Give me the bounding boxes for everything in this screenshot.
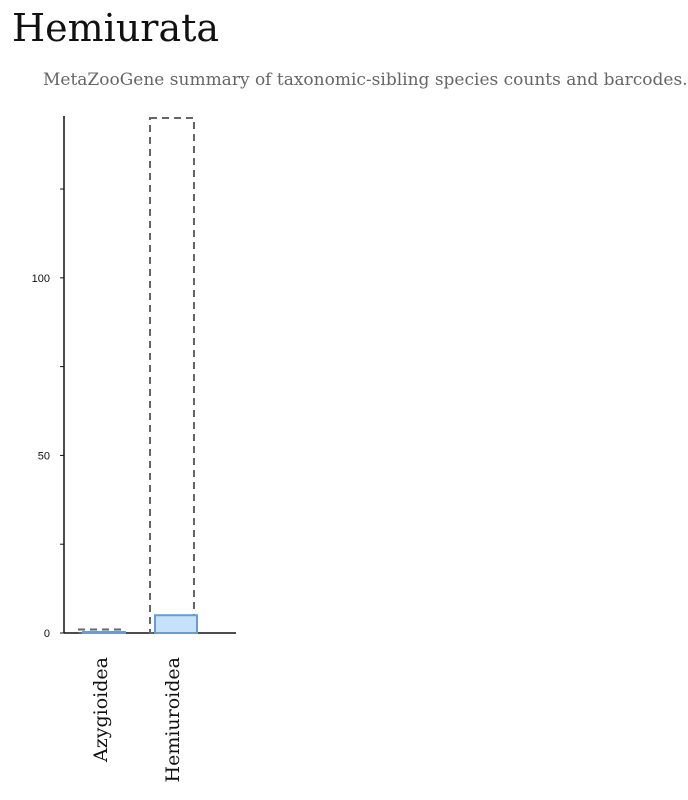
- bar-total-hemiuroidea: [150, 118, 194, 633]
- x-category-label: Azygioidea: [90, 657, 112, 762]
- chart-title: Hemiurata: [12, 6, 220, 50]
- chart-subtitle: MetaZooGene summary of taxonomic-sibling species counts and barcodes.: [43, 70, 688, 90]
- chart-labels: [90, 657, 184, 782]
- chart-axes: [32, 116, 236, 640]
- y-tick-label: 100: [31, 272, 50, 285]
- x-category-label: Hemiuroidea: [162, 657, 184, 783]
- chart-bars: [78, 118, 197, 633]
- bar-barcodes-hemiuroidea: [155, 615, 197, 633]
- y-tick-label: 50: [37, 450, 50, 463]
- y-tick-label: 0: [43, 628, 50, 640]
- bar-barcodes-azygioidea: [83, 632, 125, 633]
